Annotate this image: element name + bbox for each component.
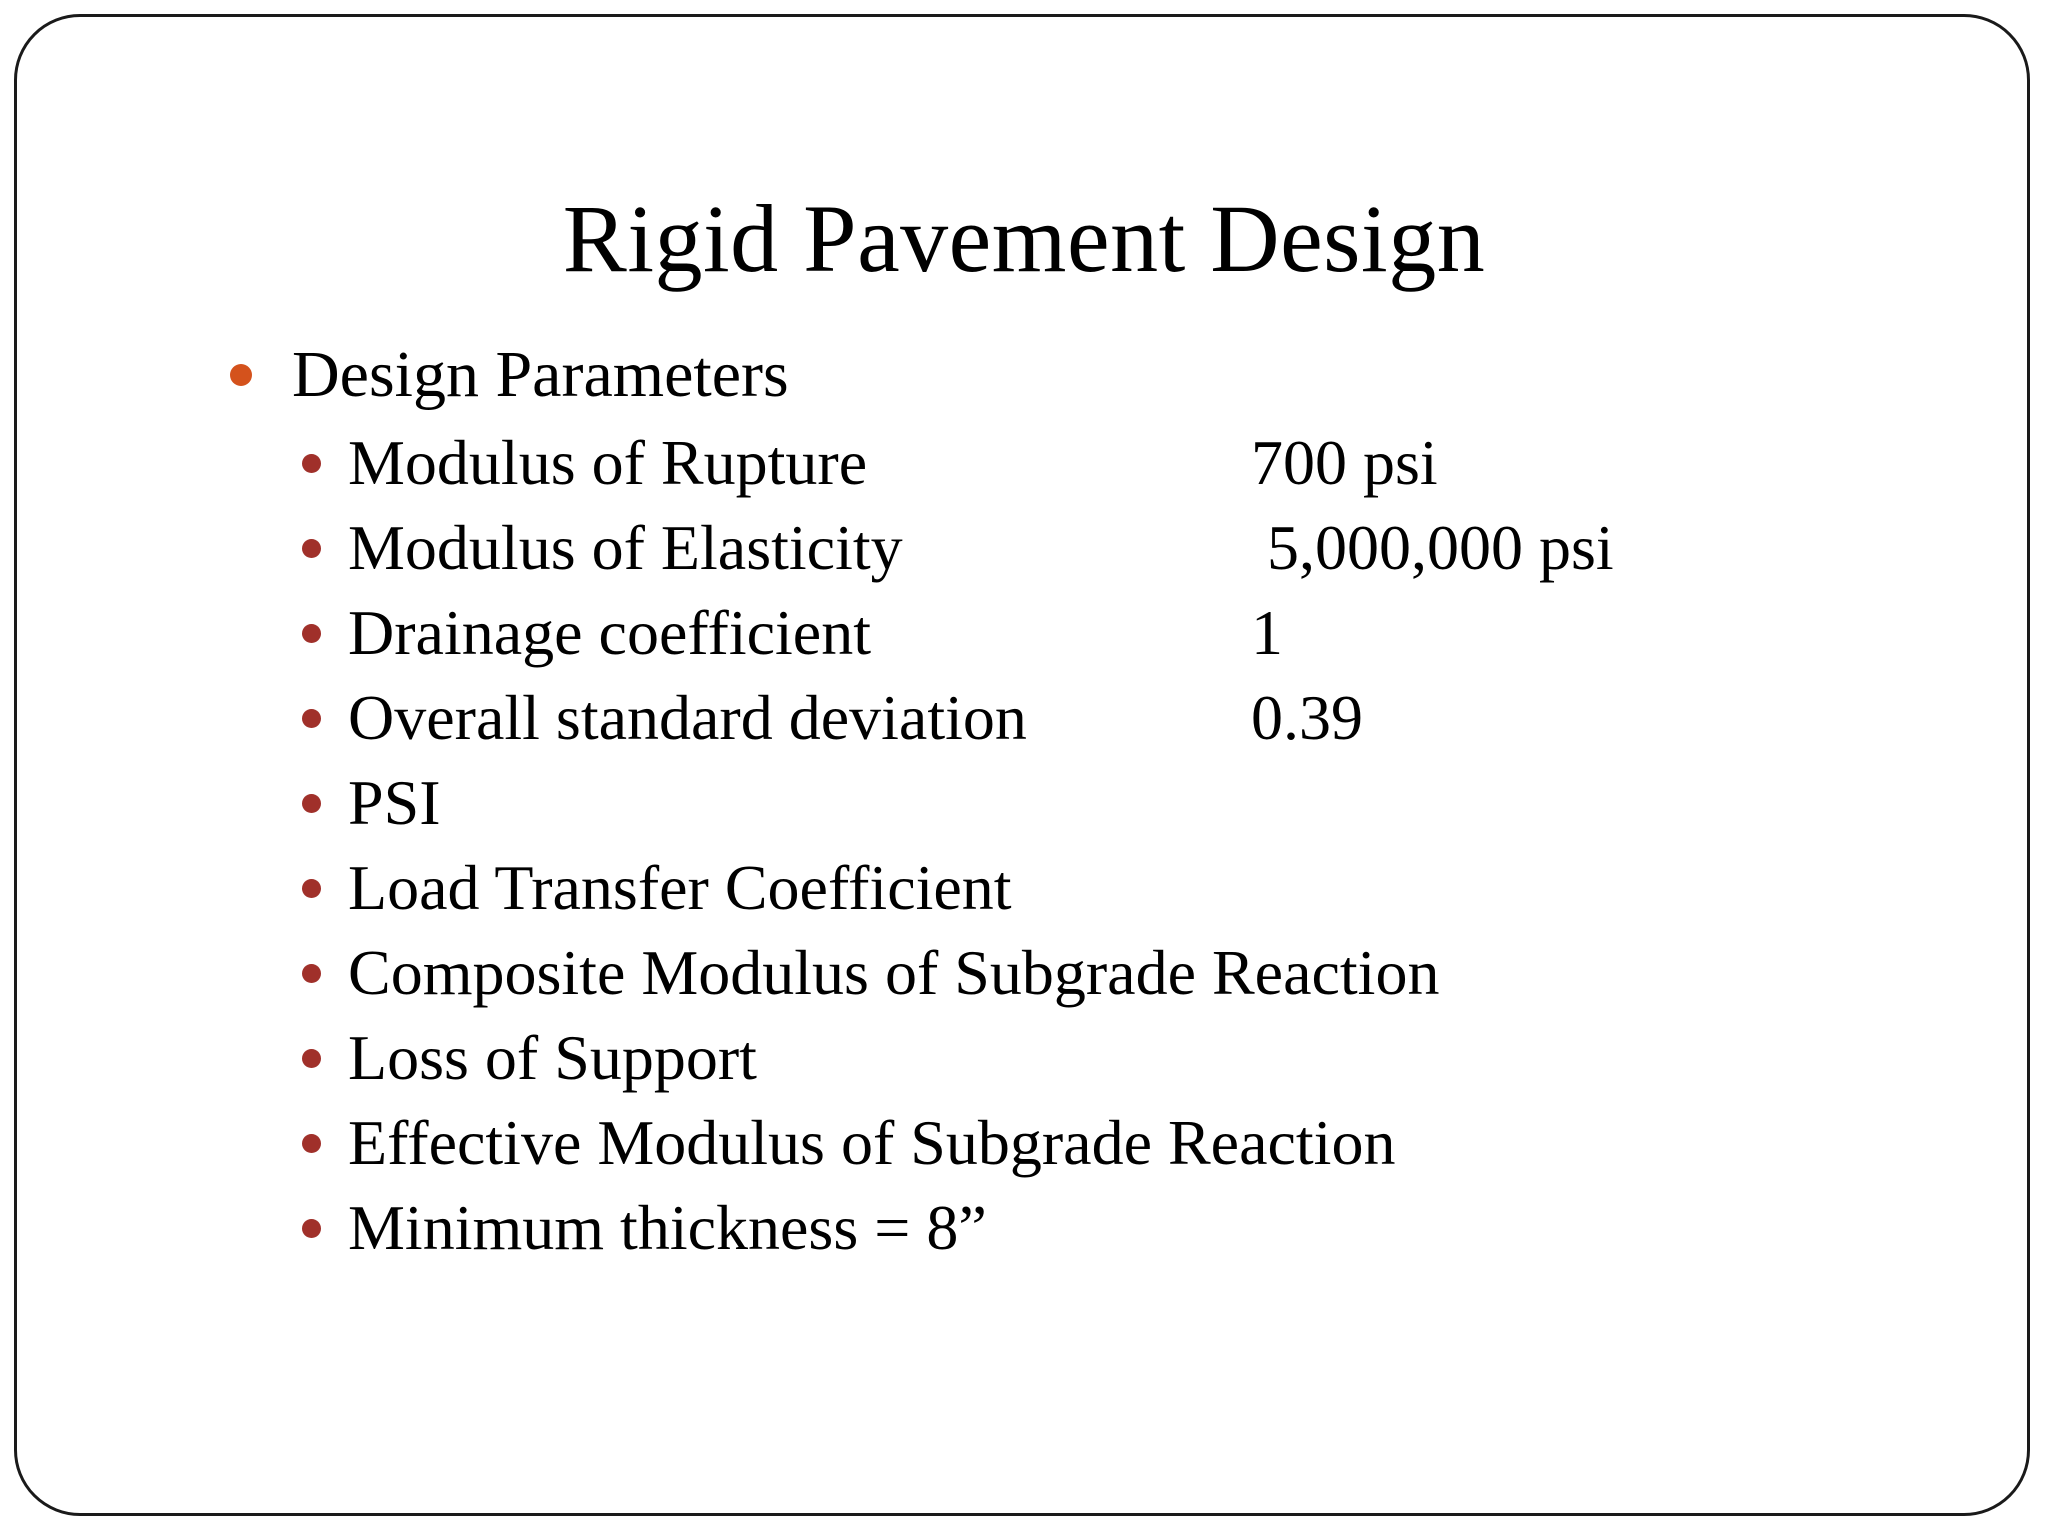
list-item-modulus-of-elasticity <box>302 507 903 589</box>
item-value: 0.39 <box>1251 682 1363 753</box>
item-label: Effective Modulus of Subgrade Reaction <box>348 1107 1396 1178</box>
bullet-dot-icon <box>302 1219 321 1238</box>
item-label: Load Transfer Coefficient <box>348 852 1012 923</box>
list-item-effective-modulus <box>302 1102 1395 1184</box>
bullet-dot-icon <box>302 624 321 643</box>
item-label: Overall standard deviation <box>348 682 1027 753</box>
slide-title: Rigid Pavement Design <box>562 185 1486 292</box>
section-bullet-design-parameters <box>230 335 789 415</box>
bullet-dot-icon <box>302 1049 321 1068</box>
list-item-loss-of-support <box>302 1017 757 1099</box>
list-item-drainage-coefficient <box>302 592 871 674</box>
item-value: 5,000,000 psi <box>1251 512 1614 583</box>
item-label: Minimum thickness = 8” <box>348 1192 987 1263</box>
bullet-dot-icon <box>302 794 321 813</box>
item-value: 700 psi <box>1251 427 1438 498</box>
item-label: PSI <box>348 767 441 838</box>
list-item-load-transfer-coefficient <box>302 847 1012 929</box>
section-label: Design Parameters <box>292 338 789 411</box>
list-item-composite-modulus <box>302 932 1439 1014</box>
item-value: 1 <box>1251 597 1283 668</box>
bullet-dot-icon <box>302 964 321 983</box>
list-item-modulus-of-rupture <box>302 422 867 504</box>
item-label: Loss of Support <box>348 1022 757 1093</box>
bullet-dot-icon <box>302 454 321 473</box>
list-item-psi <box>302 762 441 844</box>
item-label: Modulus of Rupture <box>348 427 868 498</box>
bullet-dot-icon <box>302 879 321 898</box>
bullet-dot-icon <box>302 1134 321 1153</box>
item-label: Modulus of Elasticity <box>348 512 903 583</box>
list-item-overall-standard-deviation <box>302 677 1027 759</box>
item-label: Drainage coefficient <box>348 597 871 668</box>
list-item-minimum-thickness <box>302 1187 987 1269</box>
bullet-dot-icon <box>302 539 321 558</box>
bullet-dot-icon <box>230 364 252 386</box>
item-label: Composite Modulus of Subgrade Reaction <box>348 937 1440 1008</box>
bullet-dot-icon <box>302 709 321 728</box>
